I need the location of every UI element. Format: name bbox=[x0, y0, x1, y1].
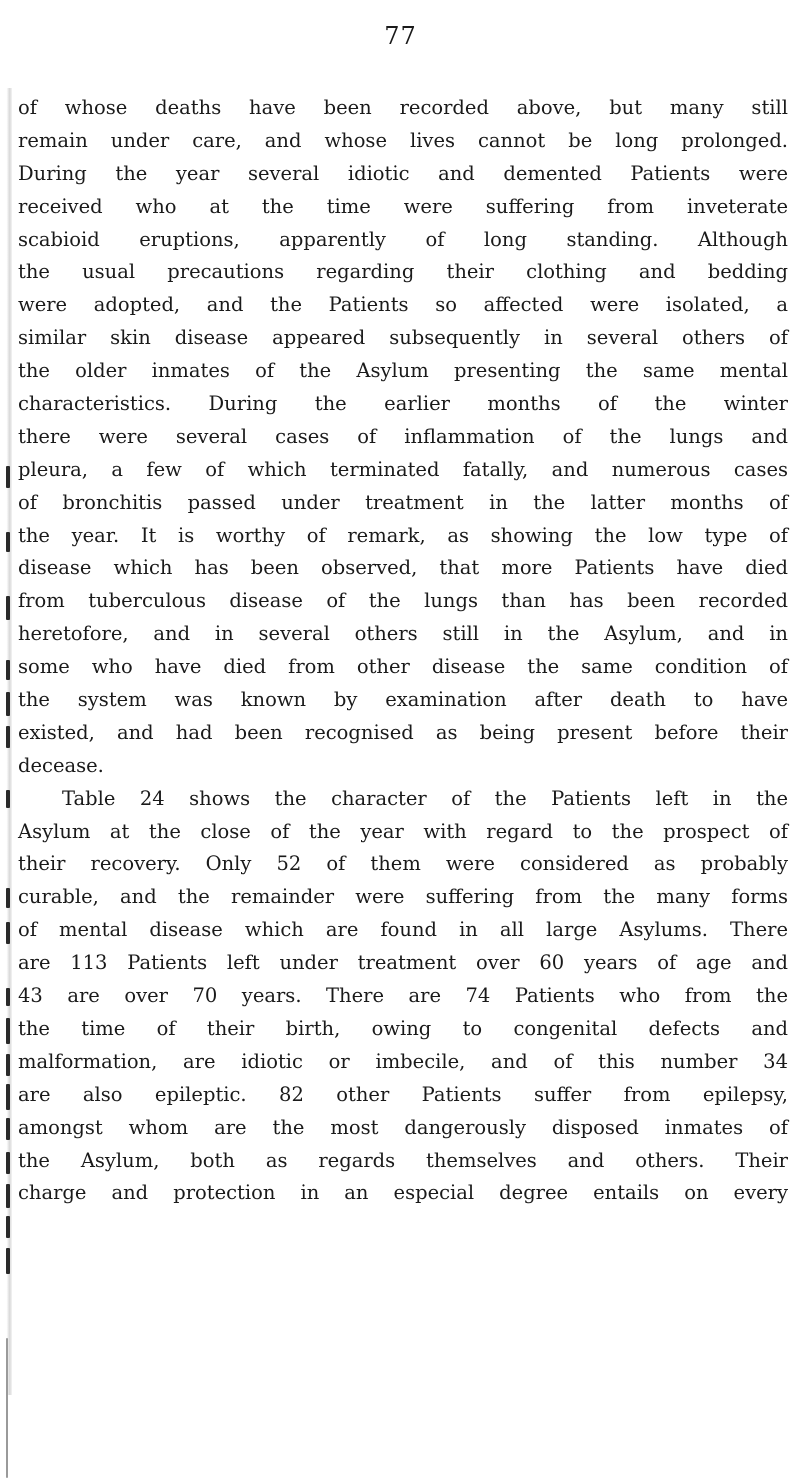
text-line: their recovery. Only 52 of them were considered as probably bbox=[18, 852, 788, 876]
gutter-marks bbox=[6, 88, 14, 1395]
text-line: are 113 Patients left under treatment over 60 years of age and bbox=[18, 951, 788, 975]
text-line: remain under care, and whose lives cannot be long prolonged. bbox=[18, 128, 788, 152]
text-line: of whose deaths have been recorded above, but many still bbox=[18, 96, 788, 119]
text-line: pleura, a few of which terminated fatally, and numerous cases bbox=[18, 457, 788, 481]
text-line: there were several cases of inflammation of the lungs and bbox=[18, 424, 788, 448]
text-line: curable, and the remainder were suffering from the many forms bbox=[18, 885, 788, 909]
text-line: the older inmates of the Asylum presenting the same mental bbox=[18, 359, 788, 383]
text-line: similar skin disease appeared subsequently in several others of bbox=[18, 326, 788, 350]
text-line: disease which has been observed, that more Patients have died bbox=[18, 556, 788, 580]
text-line: scabioid eruptions, apparently of long standing. Although bbox=[18, 227, 788, 251]
text-line: Asylum at the close of the year with regard to the prospect of bbox=[18, 819, 788, 843]
paragraph-end-line: decease. bbox=[18, 753, 104, 777]
text-line: are also epileptic. 82 other Patients suffer from epilepsy, bbox=[18, 1082, 788, 1106]
text-line: the system was known by examination after death to have bbox=[18, 688, 788, 712]
text-line: the year. It is worthy of remark, as showing the low type of bbox=[18, 523, 788, 547]
text-line: malformation, are idiotic or imbecile, and of this number 34 bbox=[18, 1049, 788, 1073]
text-line: existed, and had been recognised as being present before their bbox=[18, 720, 788, 744]
text-line: charge and protection in an especial degree entails on every bbox=[18, 1181, 788, 1205]
text-line: some who have died from other disease the same condition of bbox=[18, 655, 788, 679]
page-number: 77 bbox=[384, 22, 417, 50]
text-line: 43 are over 70 years. There are 74 Patients who from the bbox=[18, 984, 788, 1008]
text-line: were adopted, and the Patients so affected were isolated, a bbox=[18, 293, 788, 317]
text-line: from tuberculous disease of the lungs than has been recorded bbox=[18, 589, 788, 613]
text-line: received who at the time were suffering from inveterate bbox=[18, 194, 788, 218]
text-line: During the year several idiotic and demented Patients were bbox=[18, 161, 788, 185]
text-line: characteristics. During the earlier months of the winter bbox=[18, 392, 788, 416]
text-line: heretofore, and in several others still in the Asylum, and in bbox=[18, 622, 788, 646]
text-line: the usual precautions regarding their clothing and bedding bbox=[18, 260, 788, 284]
paragraph-start-line: Table 24 shows the character of the Patients left in the bbox=[62, 786, 788, 810]
text-line: of mental disease which are found in all large Asylums. There bbox=[18, 918, 788, 942]
text-line: the Asylum, both as regards themselves and others. Their bbox=[18, 1148, 788, 1172]
text-line: of bronchitis passed under treatment in the latter months of bbox=[18, 490, 788, 514]
body-text bbox=[18, 92, 788, 1210]
text-line: amongst whom are the most dangerously disposed inmates of bbox=[18, 1115, 788, 1139]
text-line: the time of their birth, owing to congenital defects and bbox=[18, 1016, 788, 1040]
